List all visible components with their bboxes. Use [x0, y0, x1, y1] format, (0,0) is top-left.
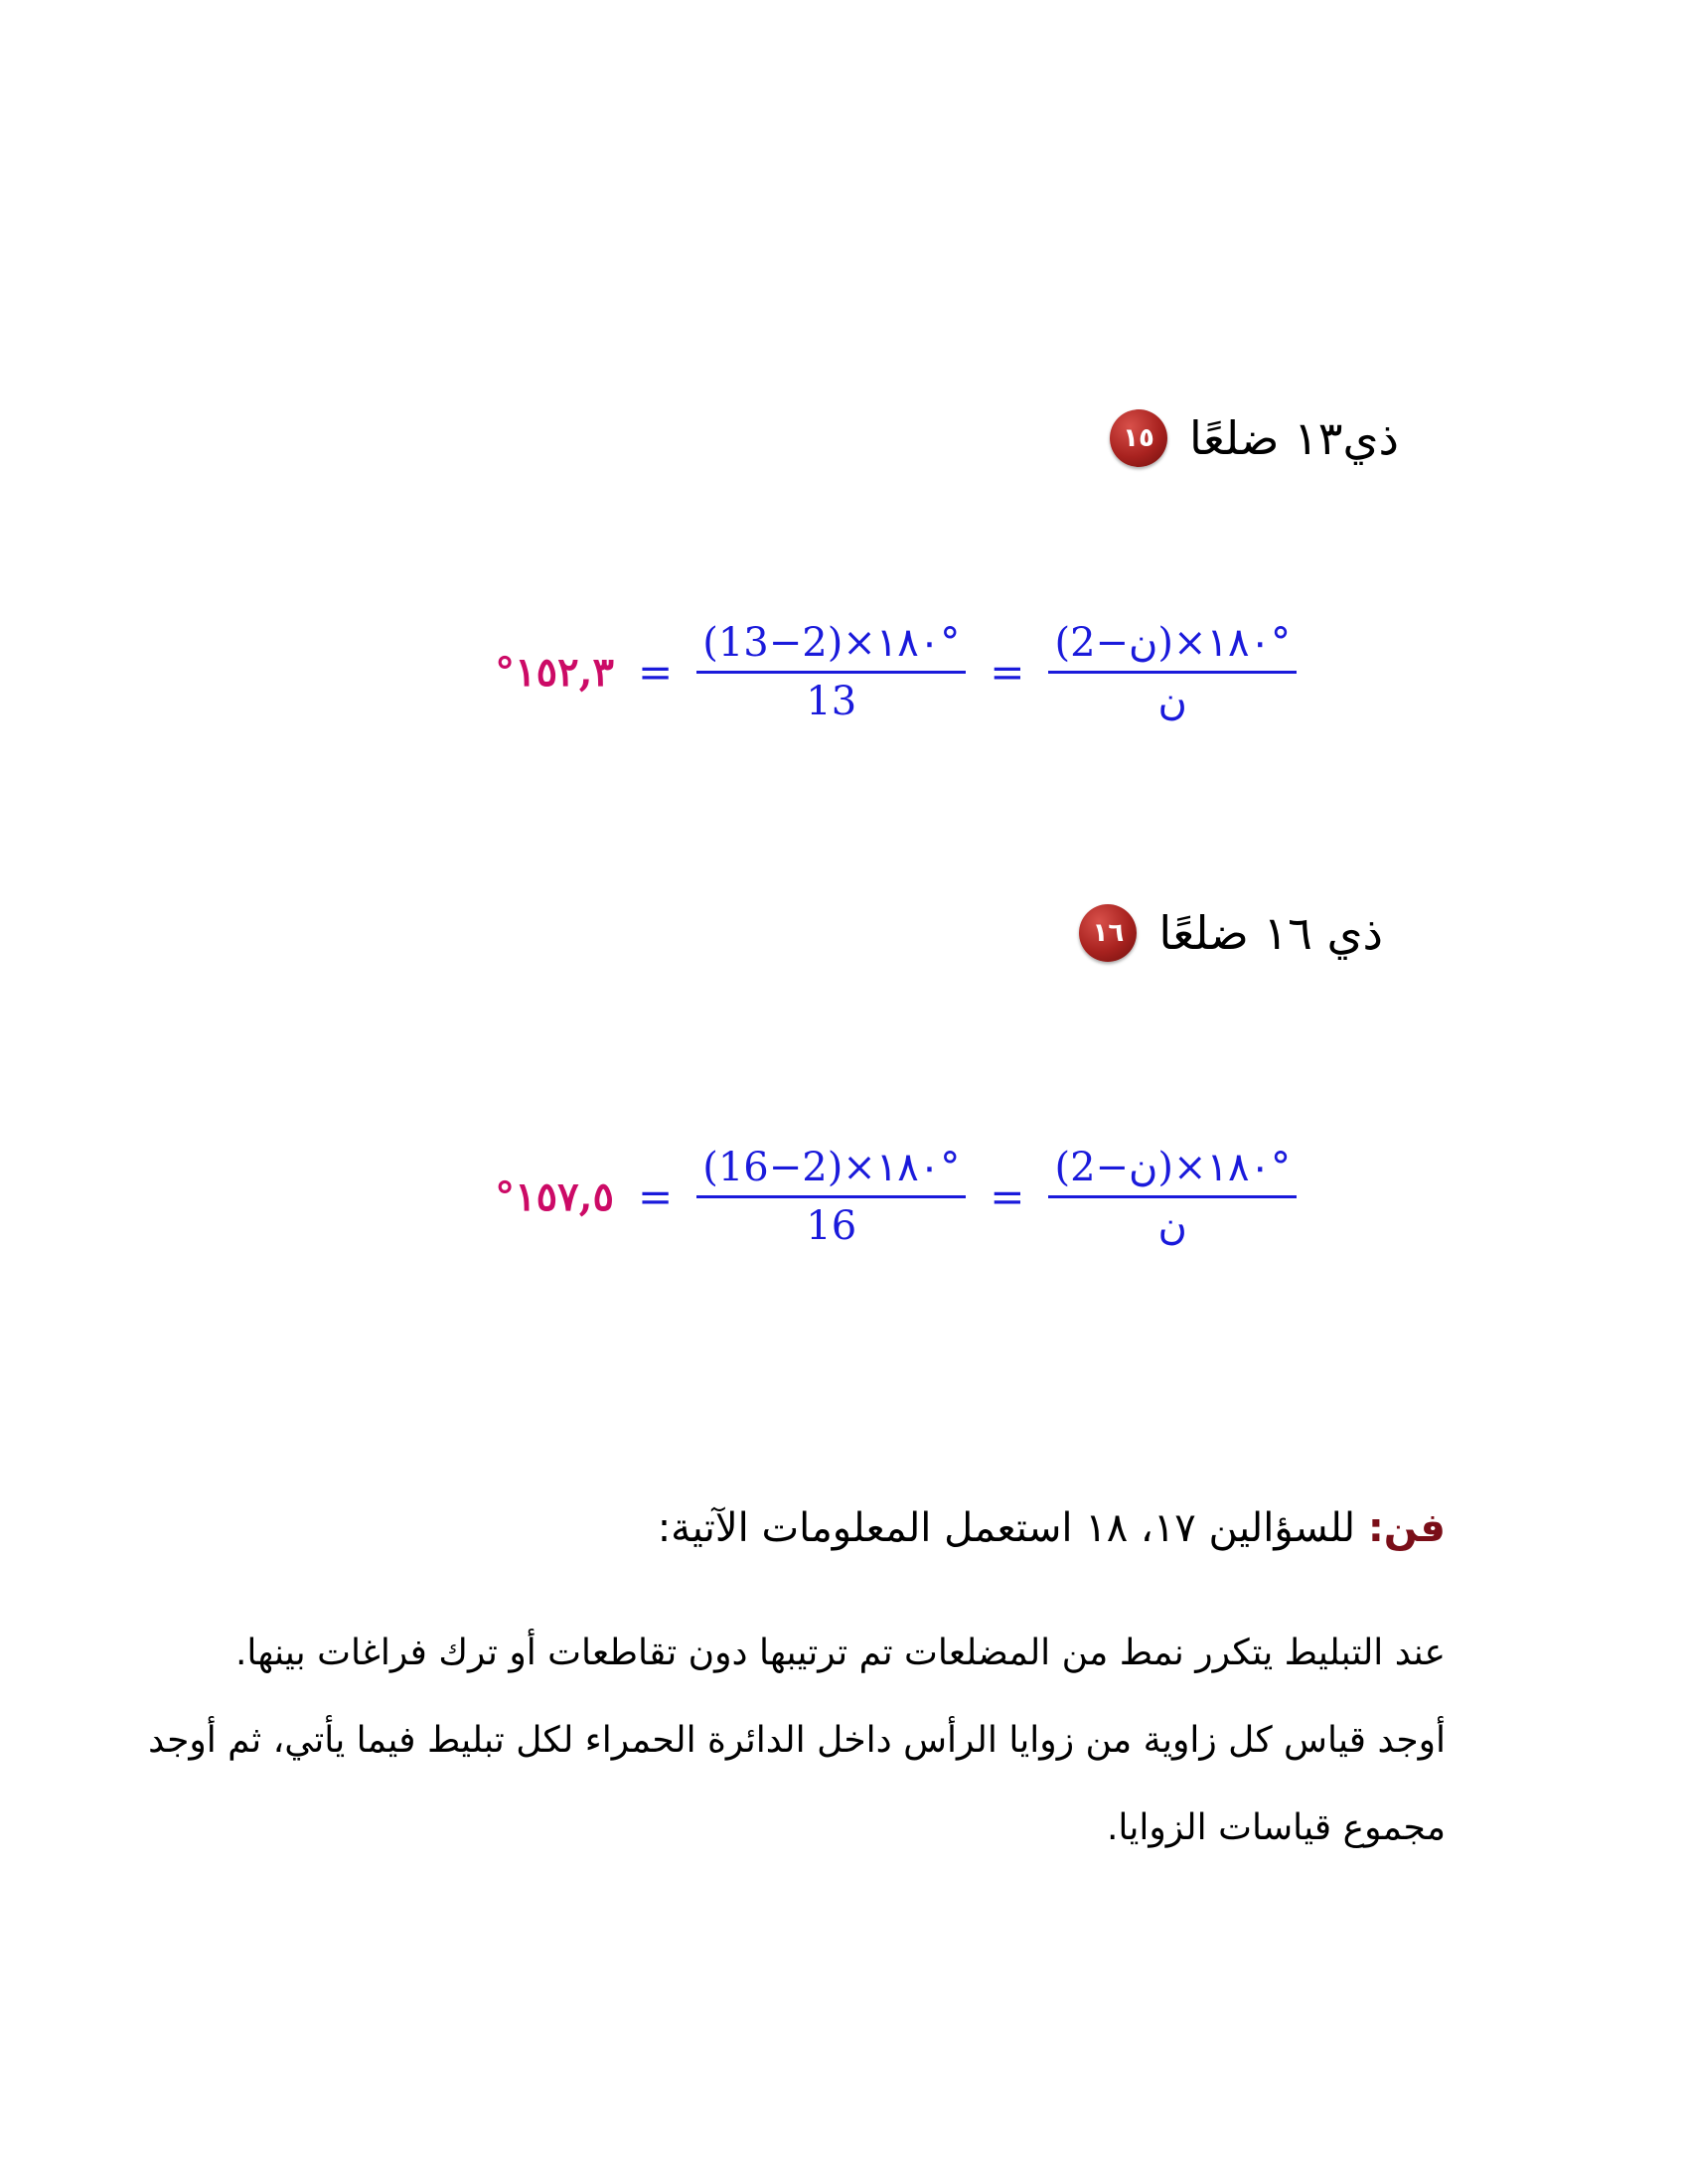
general-formula-fraction [1048, 621, 1297, 723]
angle-result: ١٥٧,٥° [495, 1173, 615, 1220]
problem-label: ذي ١٦ ضلعًا [1158, 906, 1383, 960]
substituted-fraction [696, 1146, 966, 1248]
fraction-denominator: ن [1157, 1203, 1187, 1249]
fraction-denominator: 16 [806, 1203, 857, 1249]
angle-result: ١٥٢,٣° [495, 649, 615, 696]
fraction-numerator: (ن−2)×١٨٠° [1054, 620, 1291, 666]
art-keyword: فن: [1367, 1505, 1446, 1551]
problem-16-header [1079, 904, 1383, 962]
problem-label: ذي١٣ ضلعًا [1188, 411, 1399, 465]
fraction-denominator: ن [1157, 679, 1187, 724]
art-instructions [124, 1610, 1446, 1872]
fraction-numerator: (ن−2)×١٨٠° [1054, 1145, 1291, 1190]
substituted-fraction [696, 621, 966, 723]
fraction-numerator: (13−2)×١٨٠° [702, 620, 961, 666]
instruction-line: أوجد قياس كل زاوية من زوايا الرأس داخل الدائرة الحمراء لكل تبليط فيما يأتي، ثم أوجد [148, 1720, 1446, 1761]
instruction-line: مجموع قياسات الزوايا. [1106, 1807, 1446, 1848]
instruction-line: عند التبليط يتكرر نمط من المضلعات تم ترتيبها دون تقاطعات أو ترك فراغات بينها. [234, 1633, 1446, 1673]
equals-sign: = [638, 1172, 674, 1221]
problem-15-equation [495, 621, 1297, 723]
art-heading-text: للسؤالين ١٧، ١٨ استعمل المعلومات الآتية: [657, 1505, 1356, 1551]
problem-16-equation [495, 1146, 1297, 1248]
fraction-denominator: 13 [806, 679, 857, 724]
equals-sign: = [990, 648, 1025, 697]
equals-sign: = [638, 648, 674, 697]
problem-15-header [1110, 409, 1399, 467]
art-section-heading [658, 1505, 1446, 1551]
equals-sign: = [990, 1172, 1025, 1221]
general-formula-fraction [1048, 1146, 1297, 1248]
problem-number-badge: ١٦ [1079, 904, 1137, 962]
problem-number-badge: ١٥ [1110, 409, 1167, 467]
fraction-numerator: (16−2)×١٨٠° [702, 1145, 961, 1190]
